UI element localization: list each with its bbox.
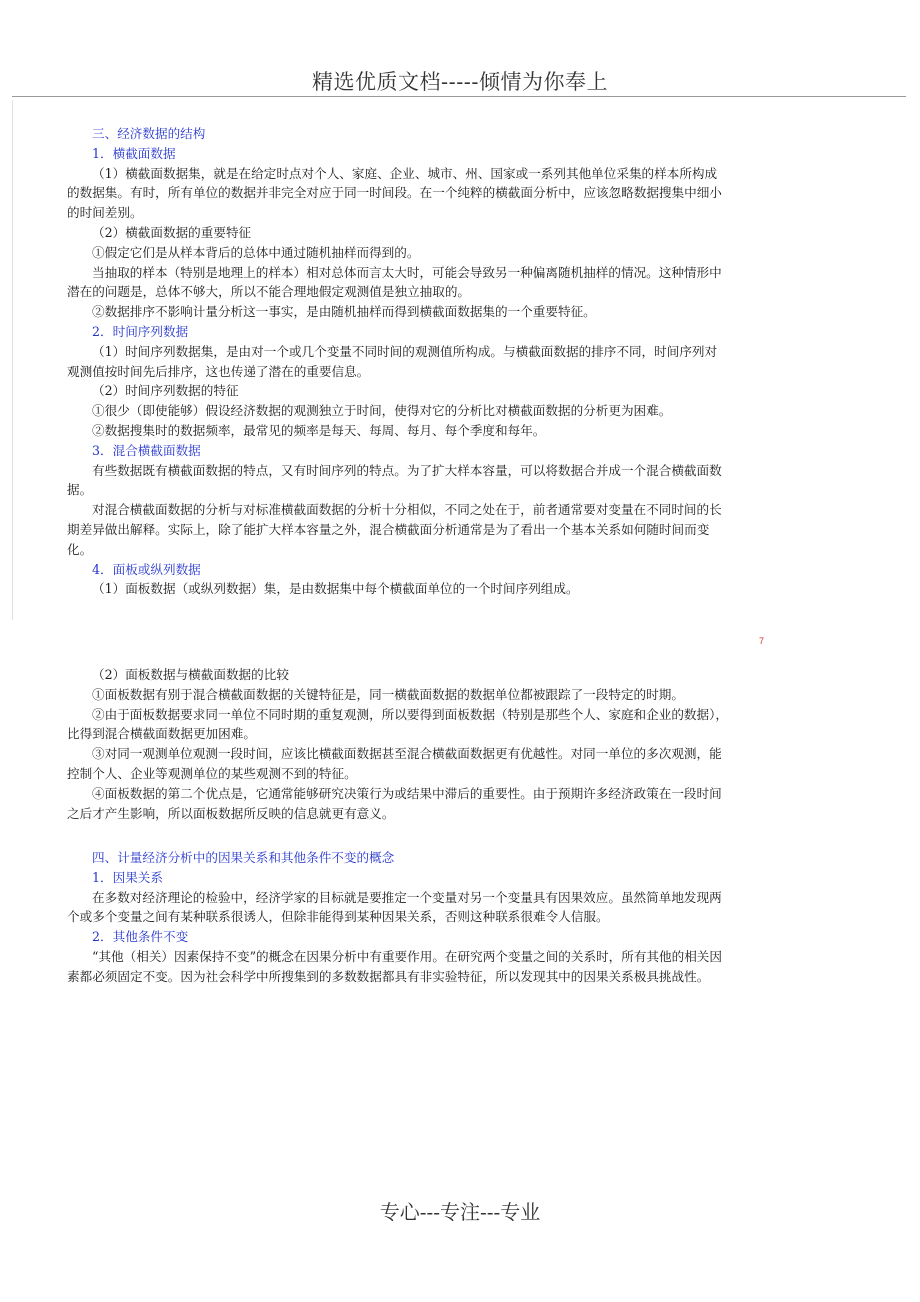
page-header-title: 精选优质文档-----倾情为你奉上 <box>312 70 608 94</box>
section-economic-data-structure <box>67 124 729 599</box>
section-heading: 三、经济数据的结构 <box>92 126 206 141</box>
paragraph: ③对同一观测单位观测一段时间，应该比横截面数据甚至混合横截面数据更有优越性。对同一单位的多次观测，能控制个人、企业等观测单位的某些观测不到的特征。 <box>67 746 722 781</box>
paragraph: （1）面板数据（或纵列数据）集，是由数据集中每个横截面单位的一个时间序列组成。 <box>92 581 579 597</box>
section-heading: 2．时间序列数据 <box>92 323 189 339</box>
paragraph: ①很少（即使能够）假设经济数据的观测独立于时间，使得对它的分析比对横截面数据的分析更为困难。 <box>92 403 672 419</box>
paragraph: （1）时间序列数据集，是由对一个或几个变量不同时间的观测值所构成。与横截面数据的排序不同，时间序列对观测值按时间先后排序，这也传递了潜在的重要信息。 <box>67 343 718 379</box>
left-margin-line <box>12 100 13 620</box>
paragraph: ②数据排序不影响计量分析这一事实，是由随机抽样而得到横截面数据集的一个重要特征。 <box>92 304 596 320</box>
paragraph: 有些数据既有横截面数据的特点，又有时间序列的特点。为了扩大样本容量，可以将数据合并成一个混合横截面数据。 <box>67 462 722 498</box>
page-footer: 专心---专注---专业 <box>379 1200 541 1224</box>
paragraph: （2）横截面数据的重要特征 <box>92 224 252 240</box>
section-heading: 4．面板或纵列数据 <box>92 561 201 577</box>
section-heading: 2．其他条件不变 <box>92 929 189 945</box>
section-heading: 1．横截面数据 <box>92 145 176 161</box>
header-divider <box>12 96 906 97</box>
paragraph: 在多数对经济理论的检验中，经济学家的目标就是要推定一个变量对另一个变量具有因果效应。虽然简单地发现两个或多个变量之间有某种联系很诱人，但除非能得到某种因果关系，否则这种联系很难令人信服。 <box>67 889 722 925</box>
paragraph: ②由于面板数据要求同一单位不同时期的重复观测，所以要得到面板数据（特别是那些个人、家庭和企业的数据），比得到混合横截面数据更加困难。 <box>67 706 728 742</box>
paragraph: ④面板数据的第二个优点是，它通常能够研究决策行为或结果中滞后的重要性。由于预期许多经济政策在一段时间之后才产生影响，所以面板数据所反映的信息就更有意义。 <box>67 785 722 821</box>
section-causality <box>67 848 729 987</box>
paragraph: ②数据搜集时的数据频率，最常见的频率是每天、每周、每月、每个季度和每年。 <box>92 422 546 438</box>
paragraph: （1）横截面数据集，就是在给定时点对个人、家庭、企业、城市、州、国家或一系列其他单位采集的样本所构成的数据集。有时，所有单位的数据并非完全对应于同一时间段。在一个纯粹的横截面分析中，应该忽略数据搜集中细小的时间差别。 <box>67 165 722 221</box>
section-heading: 3．混合横截面数据 <box>92 442 201 458</box>
page-number: 7 <box>759 636 765 646</box>
paragraph: （2）时间序列数据的特征 <box>92 383 239 399</box>
paragraph: 对混合横截面数据的分析与对标准横截面数据的分析十分相似，不同之处在于，前者通常要对变量在不同时间的长期差异做出解释。实际上，除了能扩大样本容量之外，混合横截面分析通常是为了看出一个基本关系如何随时间而变化。 <box>67 502 722 557</box>
section-panel-comparison <box>67 665 729 823</box>
paragraph: ①面板数据有别于混合横截面数据的关键特征是，同一横截面数据的数据单位都被跟踪了一段特定的时期。 <box>92 686 684 702</box>
paragraph: ①假定它们是从样本背后的总体中通过随机抽样而得到的。 <box>92 244 420 260</box>
paragraph: “其他（相关）因素保持不变”的概念在因果分析中有重要作用。在研究两个变量之间的关系时，所有其他的相关因素都必须固定不变。因为社会科学中所搜集到的多数数据都具有非实验特征，所以发现其中的因果关系极具挑战性。 <box>67 948 722 984</box>
section-heading: 1．因果关系 <box>92 869 163 885</box>
section-heading: 四、计量经济分析中的因果关系和其他条件不变的概念 <box>92 850 395 865</box>
paragraph: 当抽取的样本（特别是地理上的样本）相对总体而言太大时，可能会导致另一种偏离随机抽样的情况。这种情形中潜在的问题是，总体不够大，所以不能合理地假定观测值是独立抽取的。 <box>67 264 722 300</box>
paragraph: （2）面板数据与横截面数据的比较 <box>92 667 289 682</box>
